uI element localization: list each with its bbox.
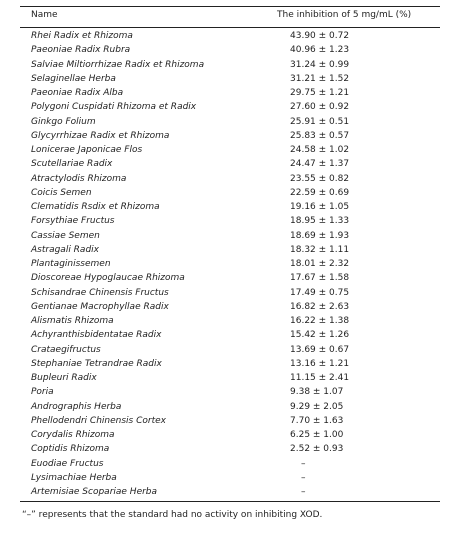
table-row: [0, 286, 453, 300]
inhibition-value: 18.69 ± 1.93: [290, 230, 350, 241]
herb-name: Astragali Radix: [31, 244, 99, 255]
table-row: [0, 428, 453, 442]
inhibition-value: 13.69 ± 0.67: [290, 344, 350, 355]
inhibition-value: 16.22 ± 1.38: [290, 316, 350, 326]
table-bottom-rule: [20, 501, 440, 502]
inhibition-value: –: [301, 487, 306, 497]
table-row: [0, 328, 453, 342]
table-row: [0, 385, 453, 399]
herb-name: Alismatis Rhizoma: [31, 316, 114, 326]
table-row: [0, 414, 453, 428]
table-row: [0, 442, 453, 456]
herb-name: Rhei Radix et Rhizoma: [31, 31, 133, 41]
herb-name: Achyranthisbidentatae Radix: [31, 330, 162, 341]
inhibition-value: 25.83 ± 0.57: [290, 130, 350, 141]
inhibition-value: 6.25 ± 1.00: [290, 430, 344, 440]
table-footnote: “–” represents that the standard had no activity on inhibiting XOD.: [22, 510, 323, 520]
table-row: [0, 214, 453, 228]
table-row: [0, 300, 453, 314]
inhibition-value: 13.16 ± 1.21: [290, 358, 350, 369]
herb-name: Clematidis Rsdix et Rhizoma: [31, 202, 160, 212]
herb-name: Dioscoreae Hypoglaucae Rhizoma: [31, 273, 185, 284]
inhibition-value: 16.82 ± 2.63: [290, 301, 350, 312]
herb-name: Paeoniae Radix Alba: [31, 88, 124, 98]
table-row: [0, 143, 453, 157]
table-row: [0, 271, 453, 285]
inhibition-value: 9.38 ± 1.07: [290, 387, 344, 398]
inhibition-value: 2.52 ± 0.93: [290, 444, 344, 455]
inhibition-value: 23.55 ± 0.82: [290, 173, 350, 184]
table-row: [0, 485, 453, 499]
table-row: [0, 172, 453, 186]
herb-name: Schisandrae Chinensis Fructus: [31, 287, 169, 298]
inhibition-value: 24.47 ± 1.37: [290, 159, 350, 170]
inhibition-value: 27.60 ± 0.92: [290, 102, 350, 113]
table-row: [0, 186, 453, 200]
herb-name: Andrographis Herba: [31, 401, 122, 412]
table-row: [0, 243, 453, 257]
table-row: [0, 343, 453, 357]
inhibition-value: 15.42 ± 1.26: [290, 330, 350, 341]
herb-name: Scutellariae Radix: [31, 159, 113, 170]
inhibition-value: –: [301, 472, 306, 483]
table-row: [0, 100, 453, 114]
table-row: [0, 314, 453, 328]
table-row: [0, 58, 453, 72]
inhibition-value: 40.96 ± 1.23: [290, 45, 350, 56]
table-row: [0, 129, 453, 143]
table-row: [0, 471, 453, 485]
inhibition-value: 25.91 ± 0.51: [290, 116, 350, 127]
inhibition-value: 17.49 ± 0.75: [290, 287, 350, 298]
herb-name: Atractylodis Rhizoma: [31, 173, 127, 184]
herb-name: Salviae Miltiorrhizae Radix et Rhizoma: [31, 59, 205, 70]
herb-name: Corydalis Rhizoma: [31, 430, 115, 440]
herb-name: Plantaginissemen: [31, 259, 111, 269]
inhibition-value: –: [301, 458, 306, 469]
inhibition-value: 22.59 ± 0.69: [290, 187, 350, 198]
inhibition-value: 31.21 ± 1.52: [290, 73, 350, 84]
inhibition-value: 24.58 ± 1.02: [290, 145, 350, 155]
herb-name: Crataegifructus: [31, 344, 101, 355]
inhibition-value: 18.01 ± 2.32: [290, 259, 350, 269]
table-header-rule: [20, 27, 440, 28]
herb-name: Euodiae Fructus: [31, 458, 104, 469]
herb-name: Lysimachiae Herba: [31, 472, 117, 483]
inhibition-value: 43.90 ± 0.72: [290, 31, 350, 41]
herb-name: Stephaniae Tetrandrae Radix: [31, 358, 162, 369]
table-top-rule: [20, 6, 440, 7]
inhibition-value: 17.67 ± 1.58: [290, 273, 350, 284]
inhibition-value: 9.29 ± 2.05: [290, 401, 344, 412]
table-row: [0, 115, 453, 129]
herb-name: Cassiae Semen: [31, 230, 100, 241]
herb-name: Lonicerae Japonicae Flos: [31, 145, 143, 155]
herb-name: Poria: [31, 387, 54, 398]
herb-name: Glycyrrhizae Radix et Rhizoma: [31, 130, 170, 141]
herb-name: Forsythiae Fructus: [31, 216, 115, 227]
table-row: [0, 371, 453, 385]
herb-name: Coptidis Rhizoma: [31, 444, 110, 455]
table-row: [0, 157, 453, 171]
inhibition-value: 19.16 ± 1.05: [290, 202, 350, 212]
herb-name: Polygoni Cuspidati Rhizoma et Radix: [31, 102, 197, 113]
table-row: [0, 457, 453, 471]
inhibition-value: 7.70 ± 1.63: [290, 415, 344, 426]
table-header: [0, 8, 453, 26]
herb-name: Artemisiae Scopariae Herba: [31, 487, 158, 497]
table-row: [0, 357, 453, 371]
inhibition-value: 31.24 ± 0.99: [290, 59, 350, 70]
herb-name: Ginkgo Folium: [31, 116, 96, 127]
inhibition-value: 18.95 ± 1.33: [290, 216, 350, 227]
table-row: [0, 229, 453, 243]
table-body: [0, 29, 453, 499]
header-inhibition: The inhibition of 5 mg/mL (%): [277, 10, 412, 20]
herb-name: Phellodendri Chinensis Cortex: [31, 415, 166, 426]
herb-name: Gentianae Macrophyllae Radix: [31, 301, 169, 312]
inhibition-value: 29.75 ± 1.21: [290, 88, 350, 98]
table-row: [0, 43, 453, 57]
table-row: [0, 257, 453, 271]
table-row: [0, 200, 453, 214]
herb-name: Coicis Semen: [31, 187, 92, 198]
header-name: Name: [31, 10, 58, 20]
table-row: [0, 86, 453, 100]
herb-name: Selaginellae Herba: [31, 73, 116, 84]
table-row: [0, 72, 453, 86]
herb-name: Paeoniae Radix Rubra: [31, 45, 131, 56]
table-row: [0, 400, 453, 414]
herb-name: Bupleuri Radix: [31, 373, 97, 383]
inhibition-value: 11.15 ± 2.41: [290, 373, 350, 383]
table-row: [0, 29, 453, 43]
inhibition-value: 18.32 ± 1.11: [290, 244, 350, 255]
